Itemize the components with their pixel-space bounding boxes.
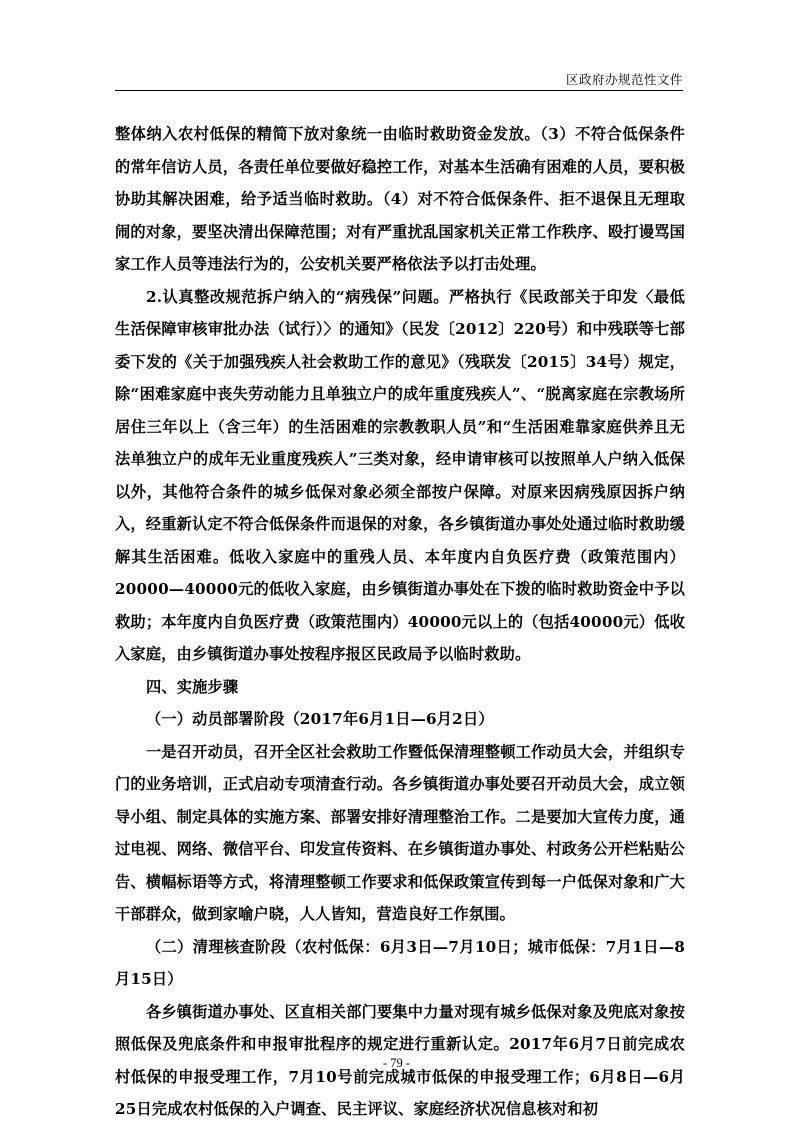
paragraph-3: 一是召开动员，召开全区社会救助工作暨低保清理整顿工作动员大会，并组织专门的业务培训，正式启动专项清查行动。各乡镇街道办事处要召开动员大会，成立领导小组、制定具体的实施方案、部署安排好清理整治工作。二是要加大宣传力度，通过电视、网络、微信平台、印发宣传资料、在乡镇街道办事处、村政务公开栏粘贴公告、横幅标语等方式，将清理整顿工作要求和低保政策宣传到每一户低保对象和广大干部群众，做到家喻户晓，人人皆知，营造良好工作氛围。 [115,742,685,923]
subsection-heading-2: （二）清理核查阶段（农村低保：6月3日—7月10日；城市低保：7月1日—8月15日） [115,937,685,988]
paragraph-4: 各乡镇街道办事处、区直相关部门要集中力量对现有城乡低保对象及兜底对象按照低保及兜底条件和申报审批程序的规定进行重新认定。2017年6月7日前完成农村低保的申报受理工作，7月10号前完成城市低保的申报受理工作；6月8日—6月25日完成农村低保的入户调查、民主评议、家庭经济状况信息核对和初 [115,1002,685,1118]
subsection-heading-1: （一）动员部署阶段（2017年6月1日—6月2日） [146,710,494,728]
header-title: 区政府办规范性文件 [565,72,683,87]
document-body [115,118,685,1126]
page-header [115,64,683,91]
section-heading-4: 四、实施步骤 [146,677,239,696]
paragraph-1: 整体纳入农村低保的精简下放对象统一由临时救助资金发放。（3）不符合低保条件的常年信访人员，各责任单位要做好稳控工作，对基本生活确有困难的人员，要积极协助其解决困难，给予适当临时救助。（4）对不符合低保条件、拒不退保且无理取闹的对象，要坚决清出保障范围；对有严重扰乱国家机关正常工作秩序、殴打谩骂国家工作人员等违法行为的，公安机关要严格依法予以打击处理。 [115,125,685,273]
page-number: - 79 - [382,1056,411,1070]
paragraph-2: 2.认真整改规范拆户纳入的“病残保”问题。严格执行《民政部关于印发〈最低生活保障审核审批办法（试行）〉的通知》（民发〔2012〕220号）和中残联等七部委下发的《关于加强残疾人社会救助工作的意见》（残联发〔2015〕34号）规定，除“困难家庭中丧失劳动能力且单独立户的成年重度残疾人”、“脱离家庭在宗教场所居住三年以上（含三年）的生活困难的宗教教职人员”和“生活困难靠家庭供养且无法单独立户的成年无业重度残疾人”三类对象，经申请审核可以按照单人户纳入低保以外，其他符合条件的城乡低保对象必须全部按户保障。对原来因病残原因拆户纳入，经重新认定不符合低保条件而退保的对象，各乡镇街道办事处处通过临时救助缓解其生活困难。低收入家庭中的重残人员、本年度内自负医疗费（政策范围内）20000—40000元的低收入家庭，由乡镇街道办事处在下拨的临时救助资金中予以救助；本年度内自负医疗费（政策范围内）40000元以上的（包括40000元）低收入家庭，由乡镇街道办事处按程序报区民政局予以临时救助。 [115,287,685,663]
